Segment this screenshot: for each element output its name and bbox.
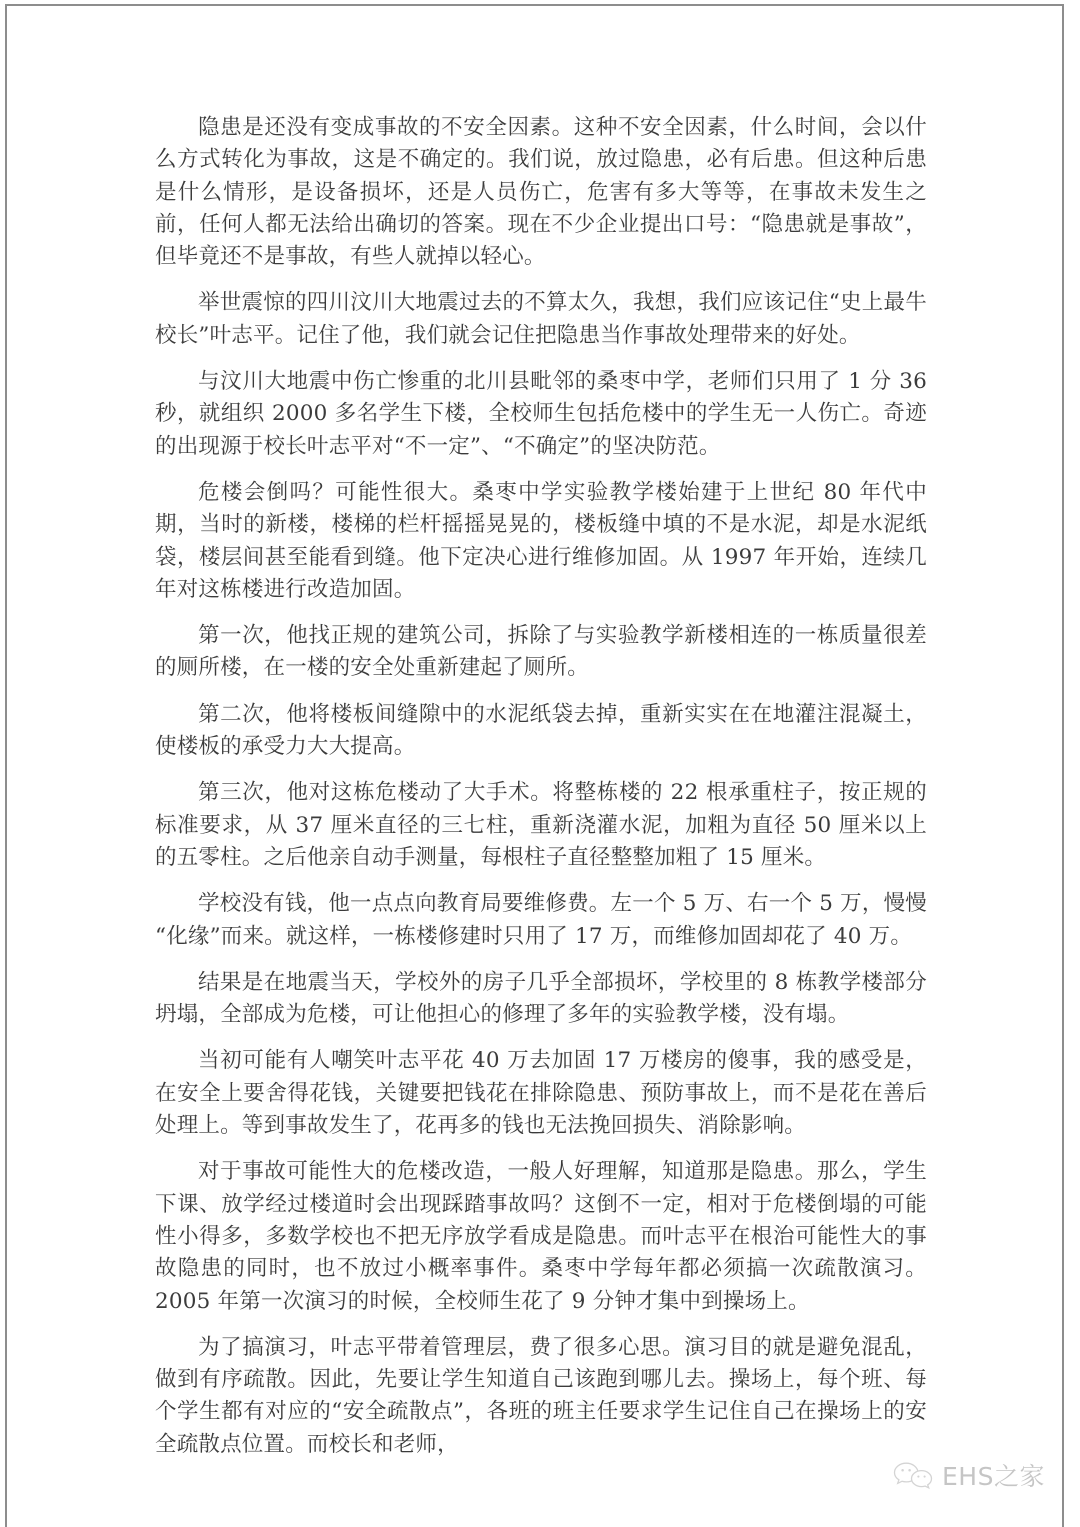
body-paragraph: 与汶川大地震中伤亡惨重的北川县毗邻的桑枣中学，老师们只用了 1 分 36 秒，就组织 2000 多名学生下楼，全校师生包括危楼中的学生无一人伤亡。奇迹的出现源于校长叶志平对“不一定”、“不确定”的坚决防范。	[155, 369, 927, 459]
body-paragraph: 第二次，他将楼板间缝隙中的水泥纸袋去掉，重新实实在在地灌注混凝土，使楼板的承受力大大提高。	[155, 701, 927, 760]
wechat-icon	[893, 1461, 935, 1491]
body-paragraph: 第三次，他对这栋危楼动了大手术。将整栋楼的 22 根承重柱子，按正规的标准要求，从 37 厘米直径的三七柱，重新浇灌水泥，加粗为直径 50 厘米以上的五零柱。之后他亲自动手测量，每根柱子直径整整加粗了 15 厘米。	[155, 780, 927, 870]
body-paragraph: 隐患是还没有变成事故的不安全因素。这种不安全因素，什么时间，会以什么方式转化为事故，这是不确定的。我们说，放过隐患，必有后患。但这种后患是什么情形，是设备损坏，还是人员伤亡，危害有多大等等，在事故未发生之前，任何人都无法给出确切的答案。现在不少企业提出口号：“隐患就是事故”，但毕竟还不是事故，有些人就掉以轻心。	[155, 115, 927, 270]
body-paragraph: 学校没有钱，他一点点向教育局要维修费。左一个 5 万、右一个 5 万，慢慢“化缘”而来。就这样，一栋楼修建时只用了 17 万，而维修加固却花了 40 万。	[155, 891, 927, 949]
body-paragraph: 举世震惊的四川汶川大地震过去的不算太久，我想，我们应该记住“史上最牛校长”叶志平。记住了他，我们就会记住把隐患当作事故处理带来的好处。	[155, 290, 927, 348]
brand-label: EHS之家	[942, 1461, 1045, 1491]
body-paragraph: 危楼会倒吗？可能性很大。桑枣中学实验教学楼始建于上世纪 80 年代中期，当时的新楼，楼梯的栏杆摇摇晃晃的，楼板缝中填的不是水泥，却是水泥纸袋，楼层间甚至能看到缝。他下定决心进行维修加固。从 1997 年开始，连续几年对这栋楼进行改造加固。	[155, 479, 927, 602]
body-paragraph: 当初可能有人嘲笑叶志平花 40 万去加固 17 万楼房的傻事，我的感受是，在安全上要舍得花钱，关键要把钱花在排除隐患、预防事故上，而不是花在善后处理上。等到事故发生了，花再多的钱也无法挽回损失、消除影响。	[155, 1048, 927, 1139]
body-paragraph: 为了搞演习，叶志平带着管理层，费了很多心思。演习目的就是避免混乱，做到有序疏散。因此，先要让学生知道自己该跑到哪儿去。操场上，每个班、每个学生都有对应的“安全疏散点”，各班的班主任要求学生记住自己在操场上的安全疏散点位置。而校长和老师，	[155, 1334, 927, 1457]
body-paragraph: 对于事故可能性大的危楼改造，一般人好理解，知道那是隐患。那么，学生下课、放学经过楼道时会出现踩踏事故吗？这倒不一定，相对于危楼倒塌的可能性小得多，多数学校也不把无序放学看成是隐患。而叶志平在根治可能性大的事故隐患的同时，也不放过小概率事件。桑枣中学每年都必须搞一次疏散演习。2005 年第一次演习的时候，全校师生花了 9 分钟才集中到操场上。	[155, 1159, 927, 1314]
body-paragraph: 第一次，他找正规的建筑公司，拆除了与实验教学新楼相连的一栋质量很差的厕所楼，在一楼的安全处重新建起了厕所。	[155, 623, 927, 681]
body-paragraph: 结果是在地震当天，学校外的房子几乎全部损坏，学校里的 8 栋教学楼部分坍塌，全部成为危楼，可让他担心的修理了多年的实验教学楼，没有塌。	[155, 969, 927, 1028]
document-body	[155, 112, 927, 1475]
wechat-brand-badge	[893, 1461, 1045, 1491]
